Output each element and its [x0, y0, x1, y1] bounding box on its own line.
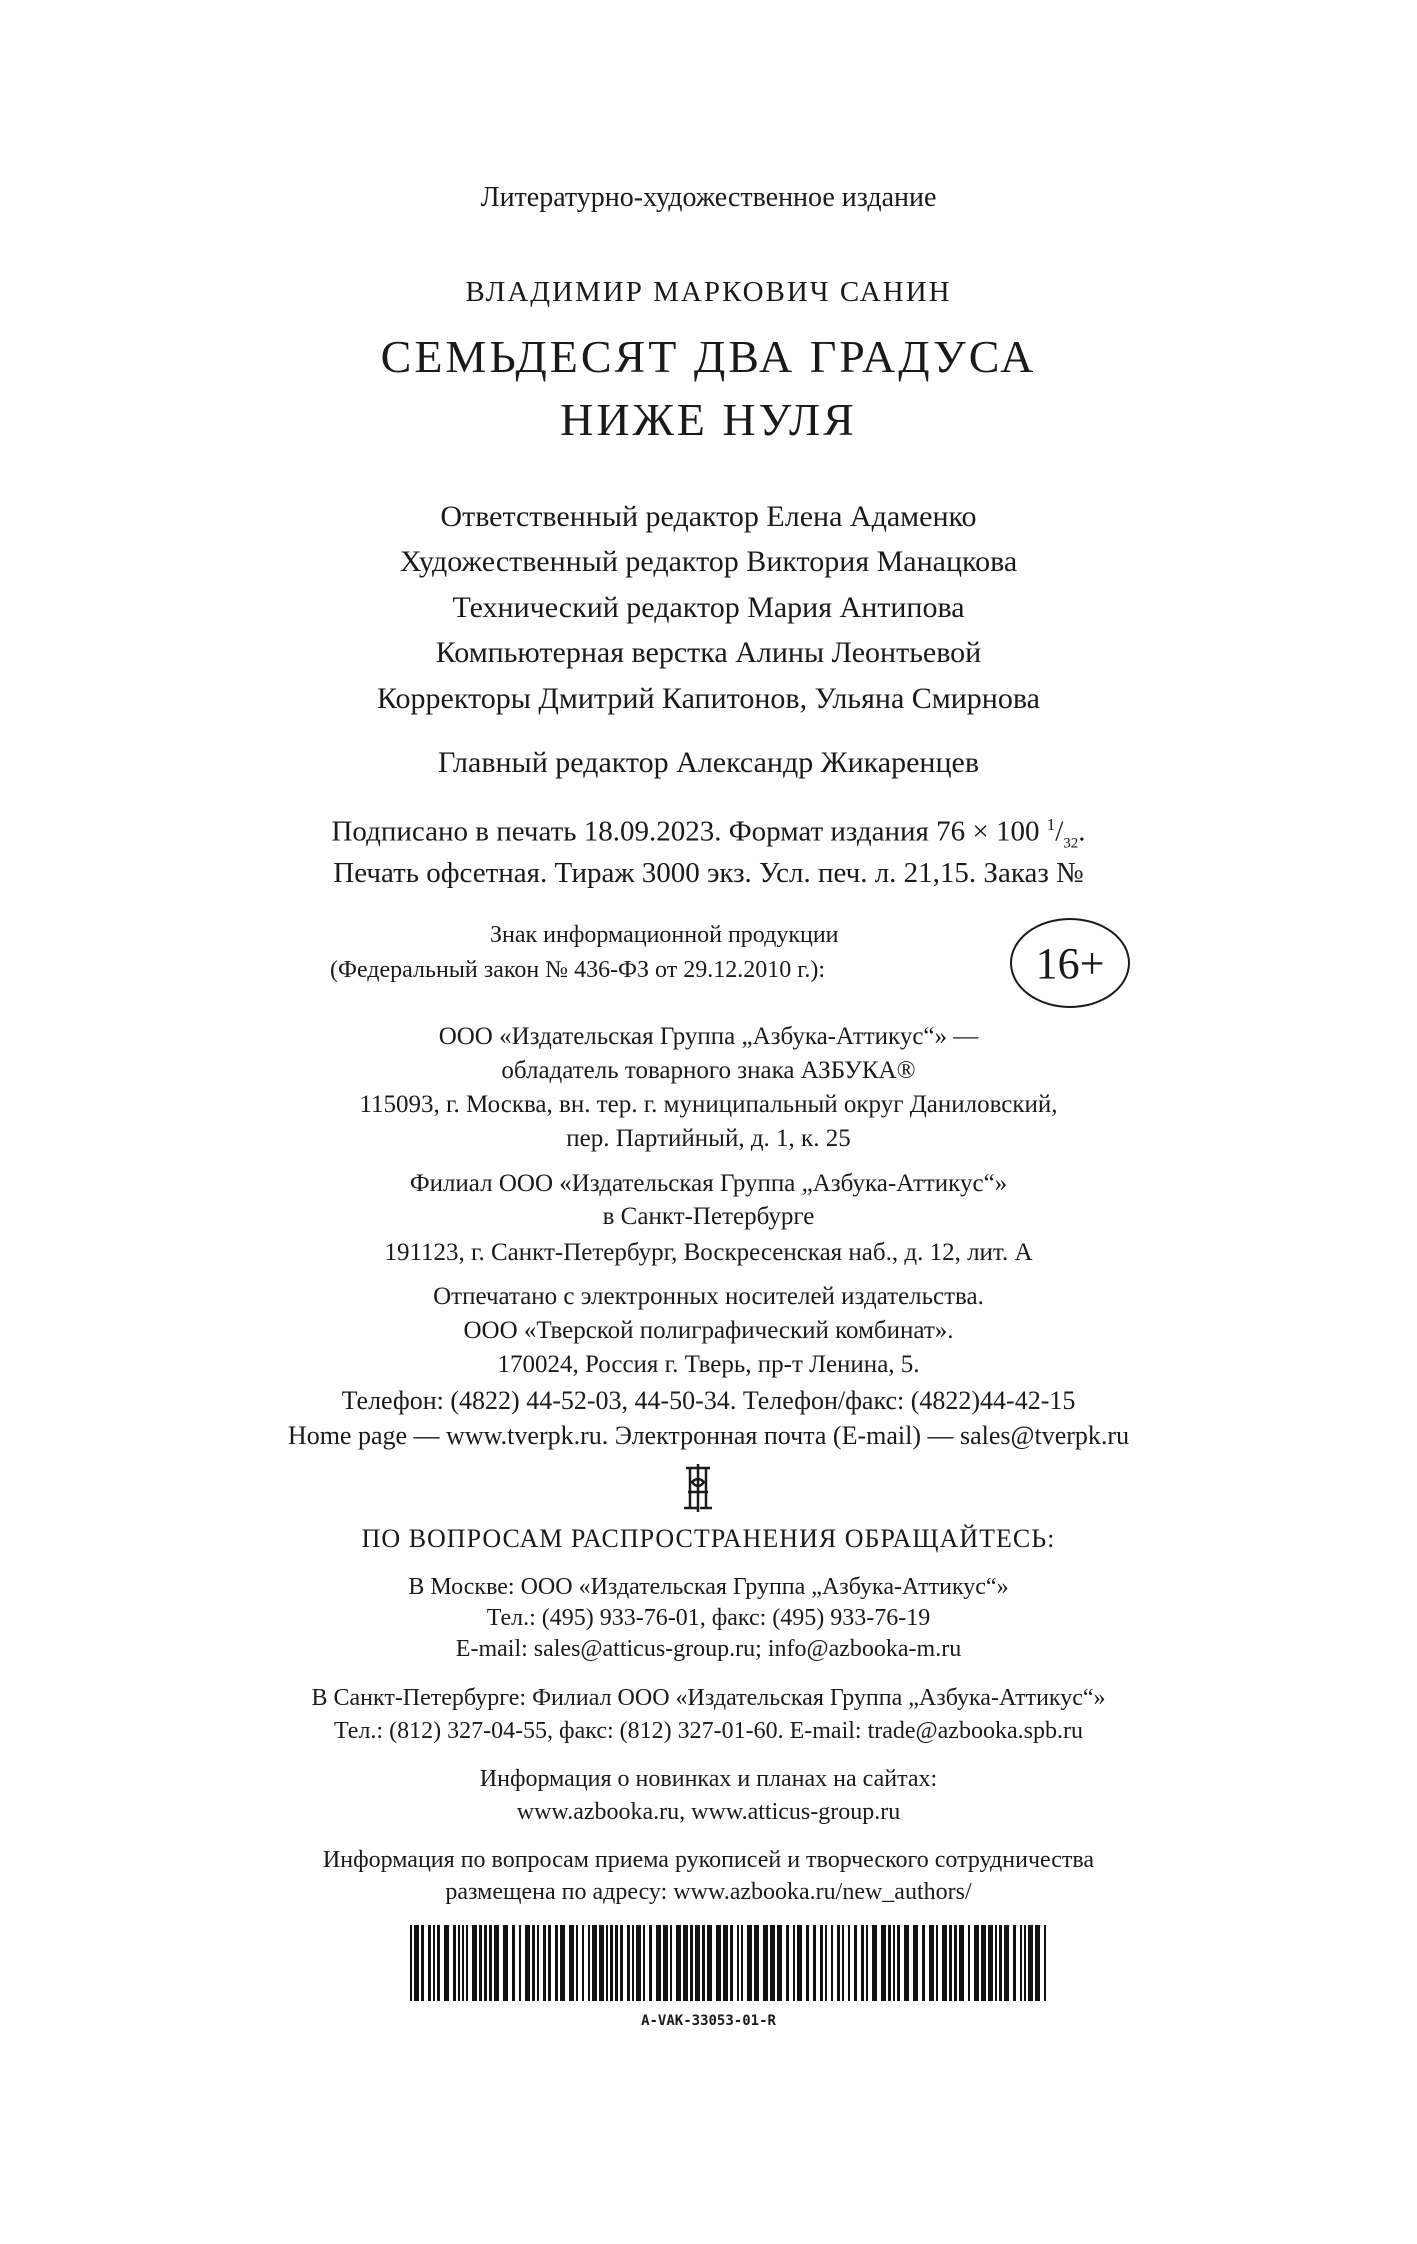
barcode-bar: [466, 1925, 468, 2001]
barcode-bar: [484, 1925, 487, 2001]
branch-line: 191123, г. Санкт-Петербург, Воскресенская наб., д. 12, лит. А: [384, 1239, 1033, 1266]
distribution-line: Тел.: (495) 933-76-01, факс: (495) 933-76-19: [486, 1605, 931, 1631]
distribution-line: В Москве: ООО «Издательская Группа „Азбука-Аттикус“»: [408, 1574, 1009, 1600]
distribution-line: www.azbooka.ru, www.atticus-group.ru: [516, 1799, 901, 1825]
barcode-bar: [632, 1925, 634, 2001]
chief-editor-credit: Главный редактор Александр Жикаренцев: [437, 746, 980, 779]
barcode-bar: [793, 1925, 795, 2001]
printer-emblem-icon: [678, 1462, 718, 1514]
barcode-bar: [988, 1925, 993, 2001]
barcode-bar: [433, 1925, 435, 2001]
branch-line: в Санкт-Петербурге: [602, 1203, 815, 1230]
barcode-bar: [707, 1925, 712, 2001]
barcode-bar: [1020, 1925, 1022, 2001]
staff-credit: Ответственный редактор Елена Адаменко: [440, 500, 977, 533]
barcode-bar: [831, 1925, 833, 2001]
format-fraction-numerator: 1: [1046, 815, 1056, 834]
age-rating-badge: 16+: [1010, 918, 1130, 1008]
barcode-bar: [494, 1925, 499, 2001]
barcode-bar: [936, 1925, 938, 2001]
info-product-sign: [330, 918, 1105, 998]
branch-line: Филиал ООО «Издательская Группа „Азбука-Аттикус“»: [409, 1170, 1008, 1197]
barcode-bar: [1028, 1925, 1033, 2001]
publisher-line: 115093, г. Москва, вн. тер. г. муниципальный округ Даниловский,: [359, 1091, 1058, 1118]
barcode-bar: [723, 1925, 728, 2001]
staff-credit: Корректоры Дмитрий Капитонов, Ульяна Смирнова: [377, 682, 1040, 715]
barcode-bar: [620, 1925, 623, 2001]
barcode-bar: [548, 1925, 551, 2001]
barcode-bar: [1024, 1925, 1026, 2001]
barcode-bar: [453, 1925, 456, 2001]
printer-line: Телефон: (4822) 44-52-03, 44-50-34. Телефон/факс: (4822)44-42-15: [341, 1386, 1076, 1415]
barcode-bar: [893, 1925, 895, 2001]
barcode-bar: [421, 1925, 424, 2001]
print-info-line-1: Подписано в печать 18.09.2023. Формат издания 76 × 100 $^1/_{32}$.: [331, 815, 1086, 852]
barcode-bar: [981, 1925, 986, 2001]
distribution-line: Тел.: (812) 327-04-55, факс: (812) 327-01-60. E-mail: trade@azbooka.spb.ru: [334, 1718, 1083, 1744]
staff-credit: Технический редактор Мария Антипова: [452, 591, 965, 624]
barcode-bar: [797, 1925, 802, 2001]
print-format-text: Подписано в печать 18.09.2023. Формат издания 76 × 100: [331, 815, 1040, 848]
barcode-bar: [968, 1925, 970, 2001]
barcode-bar: [627, 1925, 630, 2001]
barcode-bar: [437, 1925, 440, 2001]
barcode-bar: [503, 1925, 508, 2001]
barcode-bar: [636, 1925, 641, 2001]
barcode-bar: [592, 1925, 597, 2001]
distribution-line: Информация по вопросам приема рукописей и творческого сотрудничества: [322, 1847, 1095, 1873]
barcode-bar: [866, 1925, 868, 2001]
barcode-bar: [695, 1925, 700, 2001]
barcode-bar: [414, 1925, 419, 2001]
barcode-bar: [904, 1925, 909, 2001]
barcode-bar: [848, 1925, 850, 2001]
barcode-bar: [1035, 1925, 1040, 2001]
barcode-bar: [913, 1925, 918, 2001]
barcode-bar: [1013, 1925, 1016, 2001]
barcode-bar: [730, 1925, 733, 2001]
printer-line: Отпечатано с электронных носителей издательства.: [433, 1283, 984, 1310]
barcode-bar: [813, 1925, 816, 2001]
barcode-bar: [861, 1925, 864, 2001]
printer-line: Home page — www.tverpk.ru. Электронная почта (E-mail) — sales@tverpk.ru: [287, 1421, 1130, 1450]
book-title-line-2: НИЖЕ НУЛЯ: [560, 394, 857, 445]
barcode-bar: [737, 1925, 739, 2001]
barcode-bar: [702, 1925, 705, 2001]
publisher-line: ООО «Издательская Группа „Азбука-Аттикус“» —: [438, 1023, 979, 1050]
barcode-code: A-VAK-33053-01-R: [641, 2013, 776, 2029]
book-title-line-1: СЕМЬДЕСЯТ ДВА ГРАДУСА: [380, 331, 1037, 382]
distribution-heading: ПО ВОПРОСАМ РАСПРОСТРАНЕНИЯ ОБРАЩАЙТЕСЬ:: [361, 1524, 1056, 1553]
barcode-bar: [479, 1925, 482, 2001]
barcode-bar: [825, 1925, 827, 2001]
barcode-bar: [854, 1925, 857, 2001]
barcode-bar: [954, 1925, 957, 2001]
printer-line: 170024, Россия г. Тверь, пр-т Ленина, 5.: [497, 1351, 920, 1378]
barcode-bar: [881, 1925, 886, 2001]
barcode-bar: [716, 1925, 721, 2001]
distribution-line: размещена по адресу: www.azbooka.ru/new_authors/: [445, 1879, 972, 1905]
print-info-line-2: Печать офсетная. Тираж 3000 экз. Усл. печ. л. 21,15. Заказ №: [333, 857, 1084, 889]
barcode-bar: [888, 1925, 891, 2001]
barcode-bar: [656, 1925, 661, 2001]
barcode-bar: [512, 1925, 515, 2001]
barcode-bar: [582, 1925, 584, 2001]
barcode-bar: [837, 1925, 840, 2001]
barcode-bar: [532, 1925, 535, 2001]
barcode-bar: [842, 1925, 844, 2001]
barcode: [410, 1925, 1050, 2001]
barcode-bar: [786, 1925, 789, 2001]
barcode-bar: [444, 1925, 449, 2001]
barcode-bar: [1044, 1925, 1046, 2001]
publisher-line: пер. Партийный, д. 1, к. 25: [566, 1125, 851, 1152]
barcode-bar: [519, 1925, 521, 2001]
barcode-bar: [741, 1925, 743, 2001]
barcode-bar: [683, 1925, 688, 2001]
barcode-bar: [489, 1925, 492, 2001]
barcode-bar: [555, 1925, 558, 2001]
barcode-bar: [949, 1925, 952, 2001]
distribution-line: В Санкт-Петербурге: Филиал ООО «Издательская Группа „Азбука-Аттикус“»: [311, 1685, 1106, 1711]
barcode-bar: [929, 1925, 934, 2001]
author-name: ВЛАДИМИР МАРКОВИЧ САНИН: [465, 276, 952, 308]
barcode-bar: [995, 1925, 997, 2001]
genre-label: Литературно-художественное издание: [480, 182, 937, 213]
info-sign-law: (Федеральный закон № 436-ФЗ от 29.12.2010 г.):: [330, 957, 826, 983]
barcode-bar: [610, 1925, 613, 2001]
barcode-bar: [806, 1925, 809, 2001]
barcode-bar: [747, 1925, 752, 2001]
barcode-bar: [959, 1925, 964, 2001]
publisher-line: обладатель товарного знака АЗБУКА®: [501, 1057, 916, 1084]
barcode-bar: [670, 1925, 672, 2001]
barcode-bar: [588, 1925, 590, 2001]
staff-credit: Художественный редактор Виктория Манацкова: [399, 545, 1018, 578]
barcode-bar: [676, 1925, 681, 2001]
barcode-bar: [999, 1925, 1002, 2001]
barcode-bar: [754, 1925, 759, 2001]
barcode-bar: [606, 1925, 608, 2001]
barcode-bar: [643, 1925, 645, 2001]
distribution-line: Информация о новинках и планах на сайтах:: [479, 1766, 938, 1792]
barcode-bar: [599, 1925, 604, 2001]
barcode-bar: [1004, 1925, 1009, 2001]
barcode-bar: [974, 1925, 979, 2001]
barcode-bar: [410, 1925, 412, 2001]
format-fraction-denominator: 32: [1063, 835, 1079, 852]
barcode-bar: [690, 1925, 693, 2001]
barcode-bar: [428, 1925, 431, 2001]
barcode-bar: [777, 1925, 782, 2001]
barcode-bar: [569, 1925, 574, 2001]
barcode-bar: [770, 1925, 775, 2001]
barcode-bar: [462, 1925, 464, 2001]
barcode-bar: [872, 1925, 877, 2001]
barcode-bar: [560, 1925, 565, 2001]
barcode-bar: [942, 1925, 947, 2001]
distribution-line: E-mail: sales@atticus-group.ru; info@azbooka-m.ru: [455, 1636, 962, 1662]
barcode-bar: [897, 1925, 900, 2001]
barcode-bar: [525, 1925, 530, 2001]
barcode-bar: [458, 1925, 460, 2001]
barcode-bar: [820, 1925, 823, 2001]
barcode-bar: [576, 1925, 578, 2001]
barcode-bar: [763, 1925, 768, 2001]
barcode-bar: [922, 1925, 925, 2001]
printer-line: ООО «Тверской полиграфический комбинат».: [463, 1317, 954, 1344]
barcode-bar: [537, 1925, 539, 2001]
barcode-bar: [649, 1925, 652, 2001]
barcode-bar: [663, 1925, 668, 2001]
barcode-bar: [615, 1925, 618, 2001]
barcode-bar: [543, 1925, 546, 2001]
info-sign-label: Знак информационной продукции: [490, 922, 839, 948]
barcode-bar: [472, 1925, 477, 2001]
staff-credit: Компьютерная верстка Алины Леонтьевой: [435, 636, 982, 669]
